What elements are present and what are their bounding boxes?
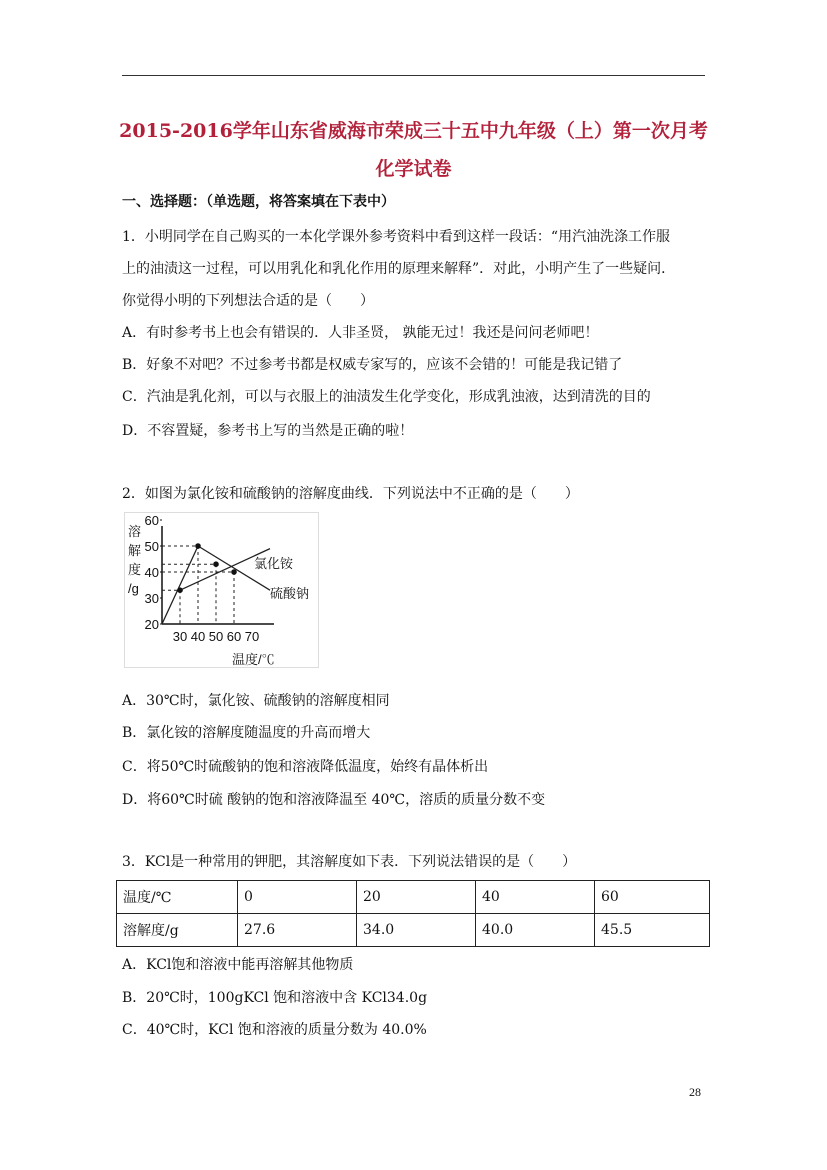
- table-cell: 溶解度/g: [117, 914, 238, 947]
- solubility-chart: [124, 512, 319, 668]
- series-label: 氯化铵: [254, 556, 294, 571]
- y-axis-label: 溶: [128, 524, 142, 539]
- table-cell: 27.6: [238, 914, 357, 947]
- x-axis-label: 温度/℃: [232, 652, 275, 667]
- x-tick-label: 70: [244, 629, 260, 644]
- table-cell: 0: [238, 881, 357, 914]
- q2-option-c: C．将50℃时硫酸钠的饱和溶液降低温度，始终有晶体析出: [122, 759, 489, 775]
- section-heading: 一、选择题：（单选题，将答案填在下表中）: [122, 194, 395, 210]
- q3-option-c: C．40℃时，KCl 饱和溶液的质量分数为 40.0%: [122, 1022, 427, 1038]
- y-axis-label: 度: [128, 562, 142, 577]
- kcl-solubility-table: [116, 880, 710, 947]
- x-tick-label: 30: [172, 629, 188, 644]
- q1-option-c: C．汽油是乳化剂，可以与衣服上的油渍发生化学变化，形成乳浊液，达到清洗的目的: [122, 389, 651, 405]
- page-subtitle: 化学试卷: [375, 158, 452, 180]
- y-tick-label: 60: [144, 513, 159, 528]
- y-tick-label: 50: [144, 539, 159, 554]
- q3-option-a: A．KCl饱和溶液中能再溶解其他物质: [122, 957, 354, 973]
- q1-stem-line1: 1．小明同学在自己购买的一本化学课外参考资料中看到这样一段话：“用汽油洗涤工作服: [122, 229, 671, 245]
- table-cell: 60: [595, 881, 710, 914]
- table-cell: 40.0: [476, 914, 595, 947]
- data-point: [213, 561, 219, 567]
- series-label: 硫酸钠: [270, 586, 310, 601]
- y-tick-label: 20: [144, 617, 159, 632]
- table-cell: 20: [357, 881, 476, 914]
- table-row: [117, 881, 710, 914]
- table-cell: 45.5: [595, 914, 710, 947]
- table-cell: 34.0: [357, 914, 476, 947]
- y-axis-label: /g: [128, 581, 139, 596]
- table-row: [117, 914, 710, 947]
- table-cell: 40: [476, 881, 595, 914]
- y-tick-label: 30: [144, 591, 159, 606]
- q2-stem: 2．如图为氯化铵和硫酸钠的溶解度曲线．下列说法中不正确的是（ ）: [122, 486, 579, 502]
- table-cell: 温度/℃: [117, 881, 238, 914]
- data-point: [195, 543, 201, 549]
- q3-option-b: B．20℃时，100gKCl 饱和溶液中含 KCl34.0g: [122, 990, 428, 1006]
- data-point: [231, 569, 237, 575]
- q1-option-b: B．好象不对吧？不过参考书都是权威专家写的，应该不会错的！可能是我记错了: [122, 357, 623, 373]
- q1-stem-line3: 你觉得小明的下列想法合适的是（ ）: [122, 293, 374, 309]
- x-tick-label: 60: [226, 629, 242, 644]
- y-axis-label: 解: [128, 543, 142, 558]
- header-rule: [122, 75, 705, 76]
- page-number: 28: [689, 1085, 701, 1099]
- q2-option-a: A．30℃时，氯化铵、硫酸钠的溶解度相同: [122, 693, 390, 709]
- q1-option-d: D．不容置疑，参考书上写的当然是正确的啦！: [122, 423, 414, 439]
- y-tick-label: 40: [144, 565, 159, 580]
- q1-stem-line2: 上的油渍这一过程，可以用乳化和乳化作用的原理来解释”．对此，小明产生了一些疑问．: [122, 261, 676, 277]
- q2-option-d: D．将60℃时硫 酸钠的饱和溶液降温至 40℃，溶质的质量分数不变: [122, 792, 546, 808]
- q2-option-b: B．氯化铵的溶解度随温度的升高而增大: [122, 725, 371, 741]
- x-tick-label: 50: [208, 629, 224, 644]
- x-tick-label: 40: [190, 629, 206, 644]
- page-title: 2015-2016学年山东省威海市荣成三十五中九年级（上）第一次月考: [119, 120, 708, 142]
- q1-option-a: A．有时参考书上也会有错误的．人非圣贤， 孰能无过！我还是问问老师吧！: [122, 325, 599, 341]
- q3-stem: 3．KCl是一种常用的钾肥，其溶解度如下表．下列说法错误的是（ ）: [122, 854, 577, 870]
- data-point: [177, 587, 183, 593]
